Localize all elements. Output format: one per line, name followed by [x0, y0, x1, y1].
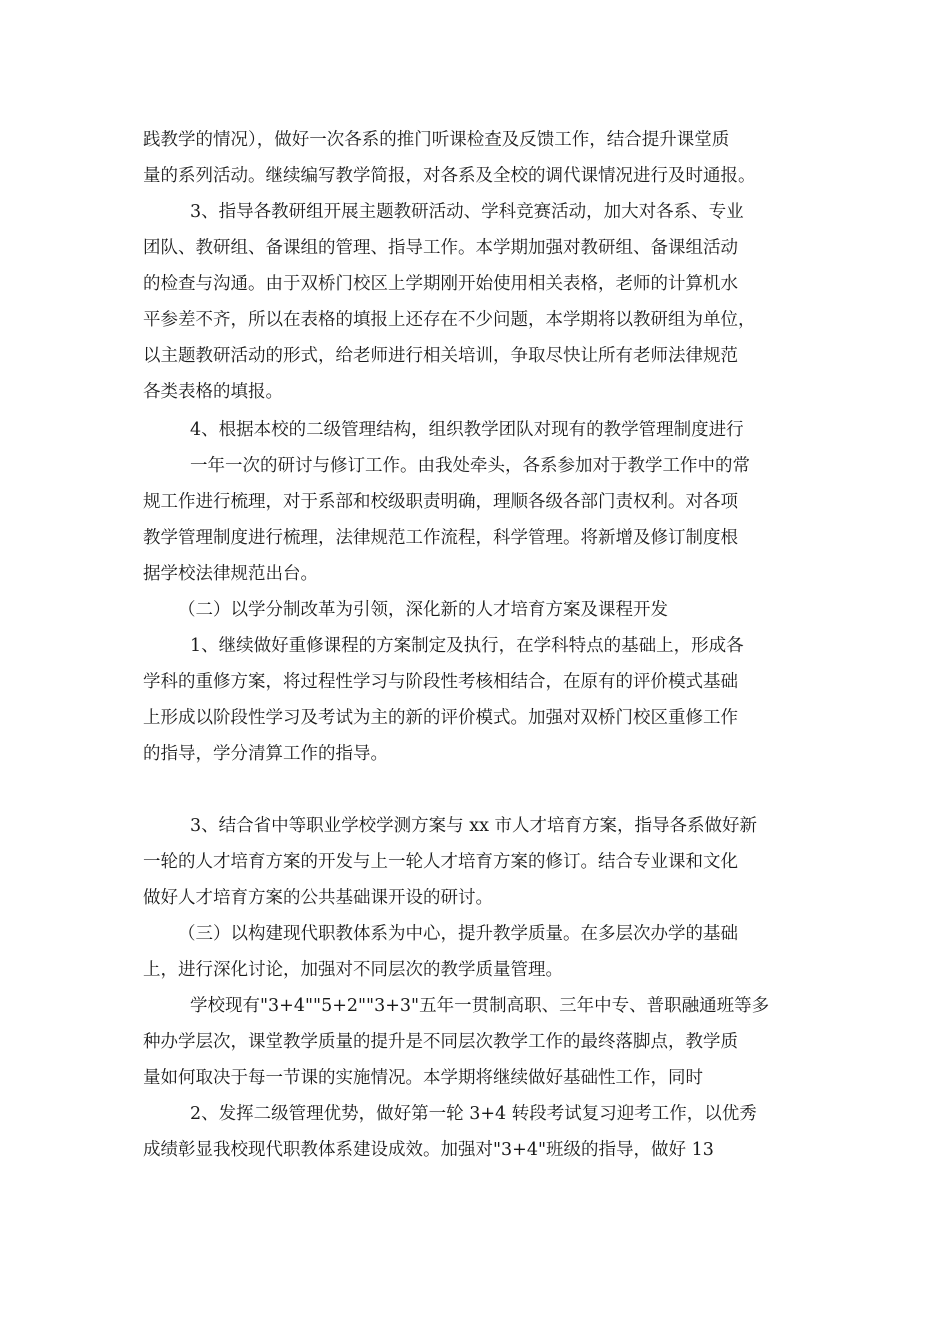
text-line: 践教学的情况），做好一次各系的推门听课检查及反馈工作，结合提升课堂质 [143, 130, 730, 150]
section-heading: （三）以构建现代职教体系为中心，提升教学质量。在多层次办学的基础 [178, 924, 738, 944]
text-line: 做好人才培育方案的公共基础课开设的研讨。 [143, 888, 493, 908]
text-line: 上形成以阶段性学习及考试为主的新的评价模式。加强对双桥门校区重修工作 [143, 708, 738, 728]
section-heading: （二）以学分制改革为引领，深化新的人才培育方案及课程开发 [178, 600, 668, 620]
text-line: 规工作进行梳理，对于系部和校级职责明确，理顺各级各部门责权利。对各项 [143, 492, 738, 512]
text-line: 量的系列活动。继续编写教学简报，对各系及全校的调代课情况进行及时通报。 [143, 166, 756, 186]
text-line: 平参差不齐，所以在表格的填报上还存在不少问题，本学期将以教研组为单位， [143, 310, 756, 330]
text-line: 一轮的人才培育方案的开发与上一轮人才培育方案的修订。结合专业课和文化 [143, 852, 738, 872]
text-line: 团队、教研组、备课组的管理、指导工作。本学期加强对教研组、备课组活动 [143, 238, 738, 258]
text-line: 的指导，学分清算工作的指导。 [143, 744, 388, 764]
text-line: 4、根据本校的二级管理结构，组织教学团队对现有的教学管理制度进行 [190, 420, 744, 440]
text-line: 各类表格的填报。 [143, 382, 283, 402]
text-line: 成绩彰显我校现代职教体系建设成效。加强对"3+4"班级的指导，做好 13 [143, 1140, 714, 1160]
text-line: 1、继续做好重修课程的方案制定及执行，在学科特点的基础上，形成各 [190, 636, 744, 656]
text-line: 学科的重修方案，将过程性学习与阶段性考核相结合，在原有的评价模式基础 [143, 672, 738, 692]
text-line: 种办学层次，课堂教学质量的提升是不同层次教学工作的最终落脚点，教学质 [143, 1032, 738, 1052]
text-line: 3、结合省中等职业学校学测方案与 xx 市人才培育方案，指导各系做好新 [190, 816, 757, 836]
text-line: 量如何取决于每一节课的实施情况。本学期将继续做好基础性工作，同时 [143, 1068, 703, 1088]
text-line: 3、指导各教研组开展主题教研活动、学科竞赛活动，加大对各系、专业 [190, 202, 744, 222]
text-line: 学校现有"3+4""5+2""3+3"五年一贯制高职、三年中专、普职融通班等多 [190, 996, 770, 1016]
text-line: 的检查与沟通。由于双桥门校区上学期刚开始使用相关表格，老师的计算机水 [143, 274, 738, 294]
text-line: 教学管理制度进行梳理，法律规范工作流程，科学管理。将新增及修订制度根 [143, 528, 738, 548]
text-line: 以主题教研活动的形式，给老师进行相关培训，争取尽快让所有老师法律规范 [143, 346, 738, 366]
text-line: 上，进行深化讨论，加强对不同层次的教学质量管理。 [143, 960, 563, 980]
text-line: 据学校法律规范出台。 [143, 564, 318, 584]
text-line: 一年一次的研讨与修订工作。由我处牵头，各系参加对于教学工作中的常 [190, 456, 750, 476]
text-line: 2、发挥二级管理优势，做好第一轮 3+4 转段考试复习迎考工作，以优秀 [190, 1104, 757, 1124]
